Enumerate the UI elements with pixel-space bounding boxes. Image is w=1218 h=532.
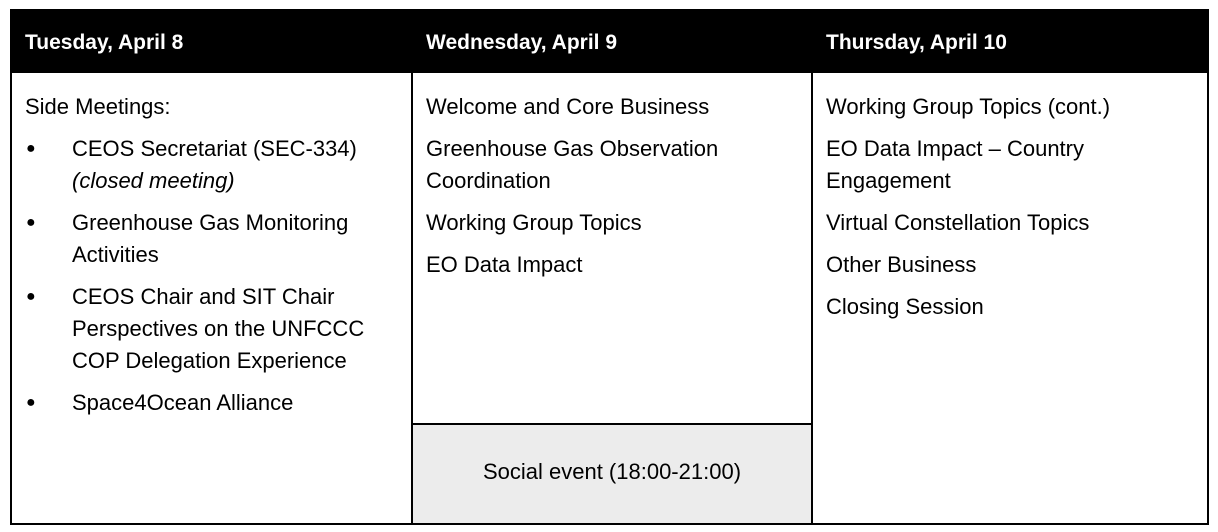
- list-item: [25, 281, 411, 377]
- day-header-wednesday: Wednesday, April 9: [426, 31, 617, 54]
- session-item: Virtual Constellation Topics: [826, 210, 1090, 235]
- side-meeting-note: (closed meeting): [72, 168, 235, 193]
- session-item: Working Group Topics: [426, 210, 642, 235]
- agenda-table: [10, 9, 1209, 525]
- bullet-icon: ●: [26, 394, 36, 411]
- side-meeting-title: Space4Ocean Alliance: [72, 390, 294, 415]
- wednesday-column: [411, 73, 811, 523]
- bullet-icon: ●: [26, 140, 36, 157]
- session-item: Other Business: [826, 252, 977, 277]
- session-item: Greenhouse Gas Observation Coordination: [426, 136, 719, 193]
- session-item: Welcome and Core Business: [426, 94, 710, 119]
- side-meeting-title: CEOS Chair and SIT Chair Perspectives on the UNFCCC COP Delegation Experience: [72, 284, 365, 373]
- bullet-icon: ●: [26, 288, 36, 305]
- side-meeting-title: CEOS Secretariat (SEC-334): [72, 136, 357, 161]
- list-item: [25, 387, 411, 419]
- session-item: EO Data Impact – Country Engagement: [826, 136, 1084, 193]
- list-item: [25, 133, 411, 197]
- side-meetings-list: [25, 133, 411, 419]
- day-header-thursday: Thursday, April 10: [826, 31, 1007, 54]
- session-item: Closing Session: [826, 294, 984, 319]
- tuesday-column: [12, 73, 411, 523]
- side-meetings-heading: Side Meetings:: [25, 94, 171, 119]
- social-event-cell: [413, 423, 811, 523]
- side-meeting-title: Greenhouse Gas Monitoring Activities: [72, 210, 349, 267]
- session-item: EO Data Impact: [426, 252, 583, 277]
- thursday-column: [811, 73, 1209, 523]
- list-item: [25, 207, 411, 271]
- agenda-header-row: [12, 11, 1207, 73]
- bullet-icon: ●: [26, 214, 36, 231]
- social-event-label: Social event (18:00-21:00): [482, 459, 742, 484]
- day-header-tuesday: Tuesday, April 8: [25, 31, 184, 54]
- session-item: Working Group Topics (cont.): [826, 94, 1111, 119]
